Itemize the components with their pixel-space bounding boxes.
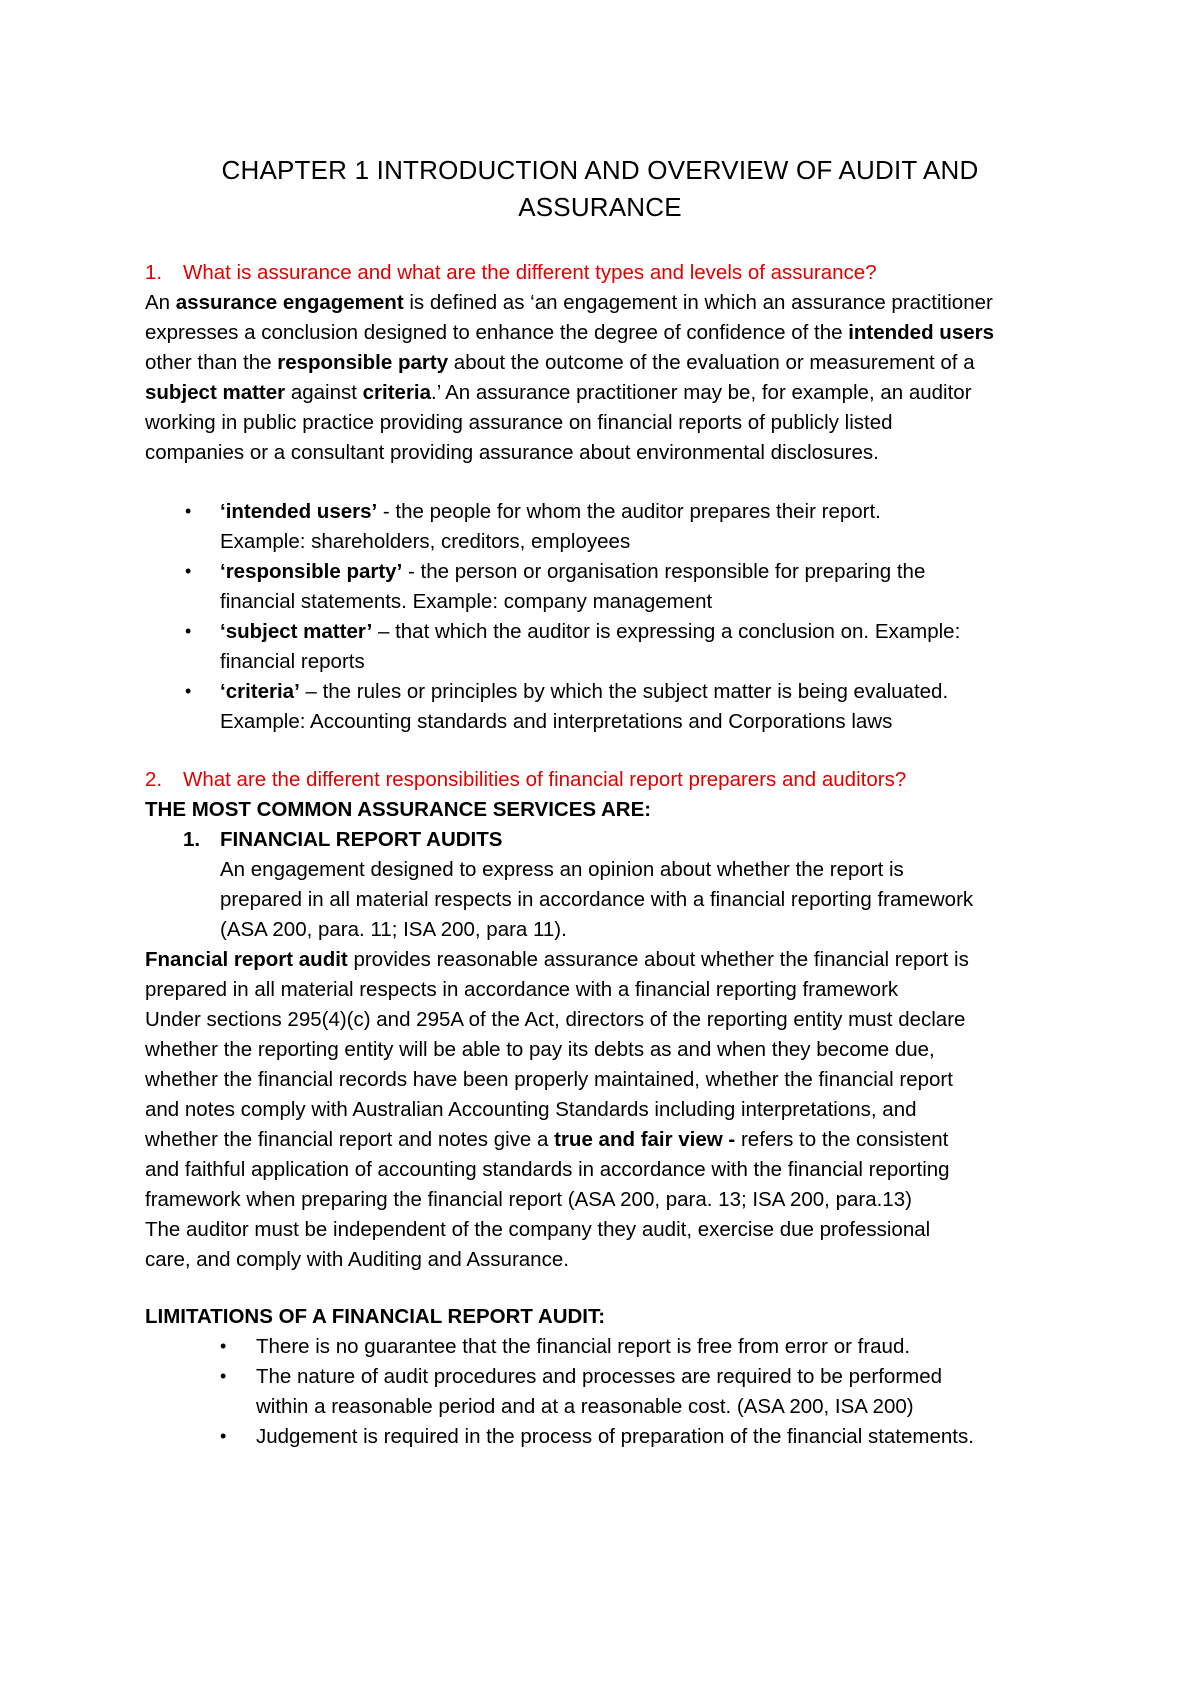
fra-line11: care, and comply with Auditing and Assurance. [145,1248,569,1271]
fra-line5: whether the financial records have been properly maintained, whether the financial report [145,1068,953,1091]
bullet-responsible-party-line2: financial statements. Example: company management [220,590,713,613]
service-item-line3: (ASA 200, para. 11; ISA 200, para 11). [220,918,567,941]
q1-question: What is assurance and what are the different types and levels of assurance? [183,261,877,284]
fra-line8: and faithful application of accounting standards in accordance with the financial reporting [145,1158,950,1181]
fra-line6: and notes comply with Australian Accounting Standards including interpretations, and [145,1098,917,1121]
services-heading: THE MOST COMMON ASSURANCE SERVICES ARE: [145,798,652,821]
fra-line2: prepared in all material respects in accordance with a financial reporting framework [145,978,899,1001]
fra-line4: whether the reporting entity will be able to pay its debts as and when they become due, [145,1038,935,1061]
limitation-3: Judgement is required in the process of preparation of the financial statements. [256,1425,974,1448]
fra-line9: framework when preparing the financial report (ASA 200, para. 13; ISA 200, para.13) [145,1188,912,1211]
fra-line7: whether the financial report and notes give a true and fair view - refers to the consistent [145,1128,949,1151]
q1-paragraph-line1: An assurance engagement is defined as ‘an engagement in which an assurance practitioner [145,291,993,314]
q1-paragraph-line2: expresses a conclusion designed to enhance the degree of confidence of the intended users [145,321,994,344]
q2-question: What are the different responsibilities of financial report preparers and auditors? [183,768,907,791]
bullet-icon: • [220,1336,227,1356]
bullet-icon: • [185,681,192,701]
fra-line1: Fnancial report audit provides reasonable assurance about whether the financial report is [145,948,969,971]
service-item-line1: An engagement designed to express an opinion about whether the report is [220,858,904,881]
q2-number: 2. [145,768,163,791]
q1-paragraph-line3: other than the responsible party about the outcome of the evaluation or measurement of a [145,351,975,374]
bullet-icon: • [220,1366,227,1386]
bullet-criteria-line2: Example: Accounting standards and interpretations and Corporations laws [220,710,893,733]
service-item-line2: prepared in all material respects in accordance with a financial reporting framework [220,888,974,911]
bullet-responsible-party: ‘responsible party’ - the person or organisation responsible for preparing the [220,560,926,583]
bullet-intended-users: ‘intended users’ - the people for whom the auditor prepares their report. [220,500,881,523]
chapter-title-line1: CHAPTER 1 INTRODUCTION AND OVERVIEW OF AUDIT AND [221,155,979,185]
bullet-subject-matter-line2: financial reports [220,650,365,673]
service-item-title: FINANCIAL REPORT AUDITS [220,828,503,851]
bullet-icon: • [185,561,192,581]
limitations-heading: LIMITATIONS OF A FINANCIAL REPORT AUDIT: [145,1305,606,1328]
limitation-1: There is no guarantee that the financial report is free from error or fraud. [256,1335,911,1358]
bullet-icon: • [185,501,192,521]
bullet-icon: • [185,621,192,641]
q1-number: 1. [145,261,163,284]
fra-line10: The auditor must be independent of the company they audit, exercise due professional [145,1218,931,1241]
limitation-2-line2: within a reasonable period and at a reasonable cost. (ASA 200, ISA 200) [256,1395,914,1418]
fra-line3: Under sections 295(4)(c) and 295A of the Act, directors of the reporting entity must declare [145,1008,966,1031]
q1-paragraph-line5: working in public practice providing assurance on financial reports of publicly listed [145,411,893,434]
limitation-2-line1: The nature of audit procedures and processes are required to be performed [256,1365,943,1388]
q1-paragraph-line4: subject matter against criteria.’ An assurance practitioner may be, for example, an auditor [145,381,972,404]
bullet-subject-matter: ‘subject matter’ – that which the auditor is expressing a conclusion on. Example: [220,620,961,643]
service-item-number: 1. [183,828,201,851]
bullet-icon: • [220,1426,227,1446]
bullet-criteria: ‘criteria’ – the rules or principles by which the subject matter is being evaluated. [220,680,949,703]
q1-paragraph-line6: companies or a consultant providing assurance about environmental disclosures. [145,441,879,464]
chapter-title-line2: ASSURANCE [518,192,682,222]
bullet-intended-users-line2: Example: shareholders, creditors, employees [220,530,631,553]
